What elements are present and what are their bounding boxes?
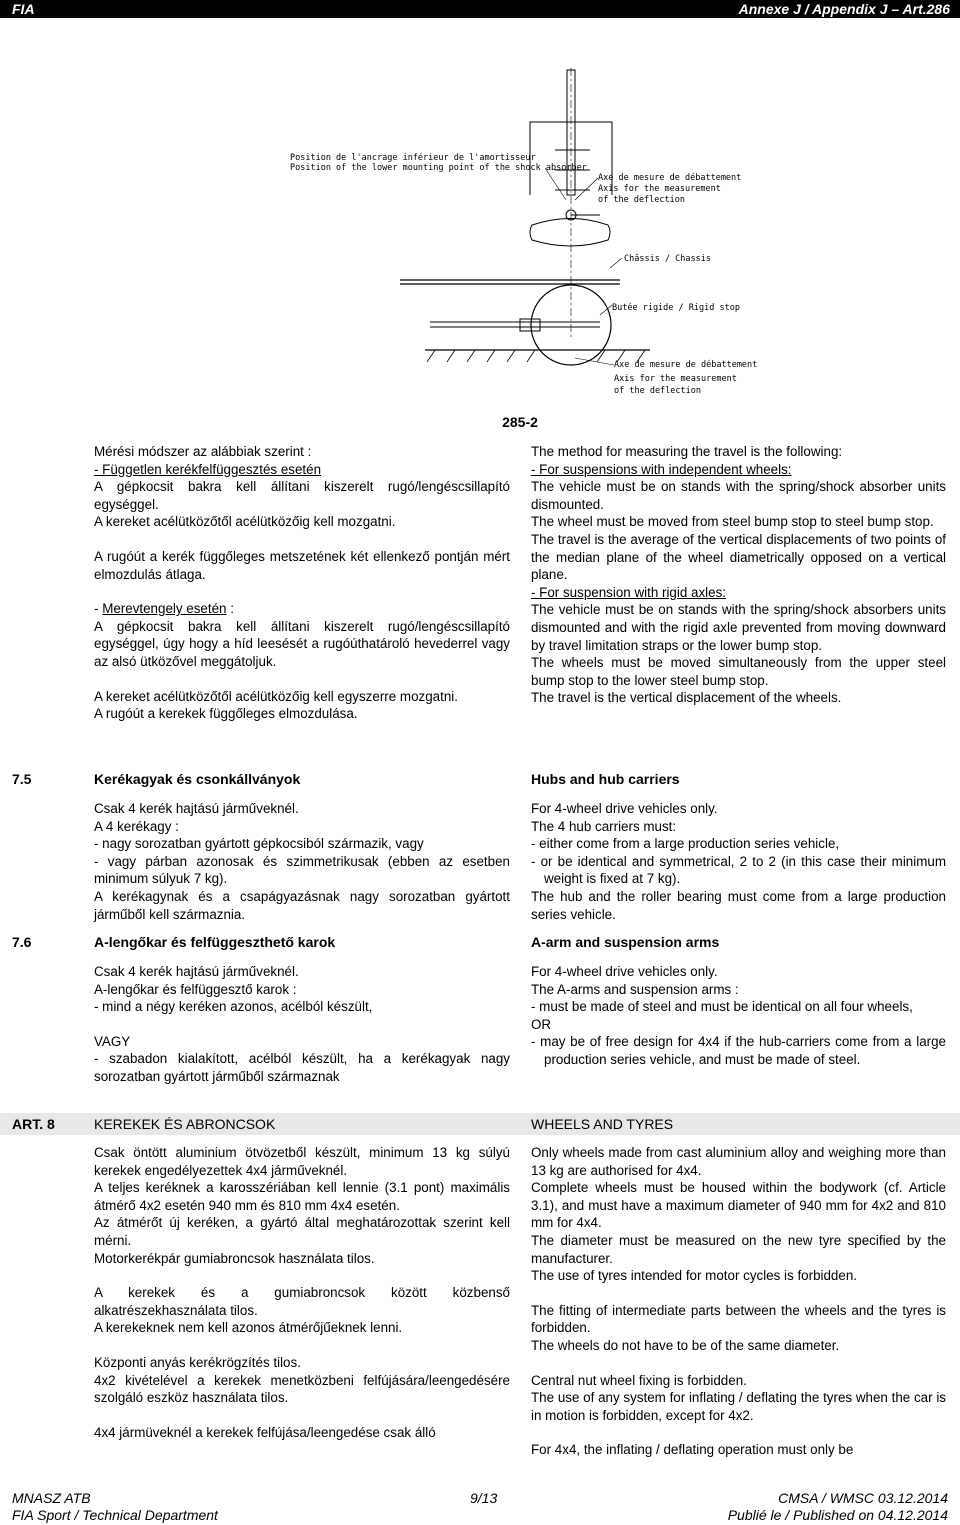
en-text: The travel is the average of the vertical displacements of two points of the median plane of the wheel diametrically opposed on a vertical plane. bbox=[531, 531, 946, 583]
en-text: The method for measuring the travel is the following: bbox=[531, 444, 843, 459]
hu-text: - mind a négy keréken azonos, acélból készült, bbox=[94, 999, 373, 1015]
en-text: - may be of free design for 4x4 if the hub-carriers come from a large production series vehicle, and must be made of steel. bbox=[531, 1034, 946, 1067]
en-text: - must be made of steel and must be identical on all four wheels, bbox=[531, 999, 913, 1015]
label-lower-mount-fr: Position de l'ancrage inférieur de l'amortisseur bbox=[290, 153, 536, 163]
suspension-travel-diagram bbox=[0, 40, 960, 410]
hu-text: A 4 kerékagy : bbox=[94, 818, 179, 834]
en-text: The use of tyres intended for motor cycles is forbidden. bbox=[531, 1268, 857, 1284]
hu-text: Központi anyás kerékrögzítés tilos. bbox=[94, 1354, 301, 1370]
en-text: The fitting of intermediate parts between the wheels and the tyres is forbidden. bbox=[531, 1302, 946, 1336]
hu-text: 4x2 kivételével a kerekek menetközbeni felfújására/leengedésére szolgáló eszköz használata tilos. bbox=[94, 1372, 510, 1406]
label-axis1-en1: Axis for the measurement bbox=[598, 184, 721, 194]
label-axis1-en2: of the deflection bbox=[598, 195, 685, 205]
label-chassis: Châssis / Chassis bbox=[624, 254, 711, 264]
en-text: The vehicle must be on stands with the spring/shock absorbers units dismounted and with the rigid axle prevented from moving downward by travel limitation straps or the lower bump stop. bbox=[531, 602, 946, 653]
hu-arms-block bbox=[94, 963, 510, 1086]
hu-text: A kerékagynak és a csapágyazásnak nagy sorozatban gyártott járműből kell származnia. bbox=[94, 888, 510, 922]
hu-text: Motorkerékpár gumiabroncsok használata tilos. bbox=[94, 1250, 375, 1266]
en-text: For 4-wheel drive vehicles only. bbox=[531, 964, 718, 979]
en-text: Central nut wheel fixing is forbidden. bbox=[531, 1372, 747, 1388]
section-title-en: A-arm and suspension arms bbox=[531, 934, 720, 950]
label-axis2-fr: Axe de mesure de débattement bbox=[614, 360, 758, 370]
hu-hubs-block bbox=[94, 800, 510, 923]
hu-measure-block bbox=[94, 443, 510, 723]
hu-text: A rugóút a kerék függőleges metszetének két ellenkező pontján mért elmozdulás átlaga. bbox=[94, 548, 510, 582]
en-measure-block bbox=[531, 443, 946, 707]
label-axis1-fr: Axe de mesure de débattement bbox=[598, 173, 742, 183]
article-title-en: WHEELS AND TYRES bbox=[531, 1116, 674, 1132]
hu-text: Csak öntött aluminium ötvözetből készült, minimum 13 kg súlyú kerekek engedélyezettek 4x4 járműveknél. bbox=[94, 1145, 510, 1178]
hu-text: - Független kerékfelfüggesztés esetén bbox=[94, 461, 322, 477]
hu-text: - vagy párban azonosak és szimmetrikusak (ebben az esetben minimum súlyuk 7 kg). bbox=[94, 853, 510, 887]
en-text: - either come from a large production series vehicle, bbox=[531, 836, 840, 852]
header-right: Annexe J / Appendix J – Art.286 bbox=[738, 1, 950, 17]
footer-right-1: CMSA / WMSC 03.12.2014 bbox=[778, 1490, 948, 1506]
en-wheels-block bbox=[531, 1144, 946, 1459]
en-text: The wheel must be moved from steel bump stop to steel bump stop. bbox=[531, 514, 934, 530]
hu-text: Mérési módszer az alábbiak szerint : bbox=[94, 444, 312, 459]
en-text: OR bbox=[531, 1016, 552, 1032]
label-axis2-en1: Axis for the measurement bbox=[614, 374, 737, 384]
article-number: ART. 8 bbox=[12, 1116, 55, 1132]
label-axis2-en2: of the deflection bbox=[614, 386, 701, 396]
hu-text: Az átmérőt új keréken, a gyártó által meghatározottak szerint kell mérni. bbox=[94, 1215, 510, 1248]
en-text: The A-arms and suspension arms : bbox=[531, 981, 739, 997]
label-rigid-stop: Butée rigide / Rigid stop bbox=[612, 303, 740, 313]
hu-text: A-lengőkar és felfüggesztő karok : bbox=[94, 981, 297, 997]
hu-text: A kereket acélütközőtől acélütközőig kell mozgatni. bbox=[94, 514, 396, 530]
hu-text: 4x4 jármüveknél a kerekek felfújása/leengedése csak álló bbox=[94, 1424, 436, 1440]
hu-text: A kereket acélütközőtől acélütközőig kell egyszerre mozgatni. bbox=[94, 688, 458, 704]
page-header bbox=[0, 0, 960, 18]
hu-text: A kerekeknek nem kell azonos átmérőjűeknek lenni. bbox=[94, 1320, 403, 1336]
hu-text: A gépkocsit bakra kell állítani kiszerelt rugó/lengéscsillapító egységgel, úgy hogy a híd leesését a rugóúthatároló hevederrel vagy az alsó ütközővel meggátoljuk. bbox=[94, 618, 510, 669]
en-text: For 4-wheel drive vehicles only. bbox=[531, 801, 718, 816]
hu-wheels-block bbox=[94, 1144, 510, 1441]
en-text: The 4 hub carriers must: bbox=[531, 818, 677, 834]
hu-text: A gépkocsit bakra kell állítani kiszerelt rugó/lengéscsillapító egységgel. bbox=[94, 479, 510, 512]
en-text: Only wheels made from cast aluminium alloy and weighing more than 13 kg are authorised for 4x4. bbox=[531, 1145, 946, 1178]
en-text: The wheels do not have to be of the same diameter. bbox=[531, 1337, 840, 1353]
section-title-en: Hubs and hub carriers bbox=[531, 771, 680, 787]
section-number: 7.5 bbox=[12, 771, 32, 787]
hu-text: A teljes keréknek a karosszériában kell lennie (3.1 pont) maximális átmérő 4x2 esetén 940 mm és 810 mm 4x4 esetén. bbox=[94, 1180, 510, 1213]
en-text: The diameter must be measured on the new tyre specified by the manufacturer. bbox=[531, 1232, 946, 1266]
en-text: For 4x4, the inflating / deflating operation must only be bbox=[531, 1442, 854, 1458]
figure-number: 285-2 bbox=[502, 414, 538, 430]
en-text: The wheels must be moved simultaneously from the upper steel bump stop to the lower steel bump stop. bbox=[531, 655, 946, 688]
hu-text: Csak 4 kerék hajtású járműveknél. bbox=[94, 801, 299, 816]
hu-text: - Merevtengely esetén : bbox=[94, 601, 234, 617]
en-hubs-block bbox=[531, 800, 946, 923]
en-text: The travel is the vertical displacement of the wheels. bbox=[531, 690, 842, 706]
article-title-hu: KEREKEK ÉS ABRONCSOK bbox=[94, 1116, 276, 1132]
en-text: - For suspensions with independent wheels: bbox=[531, 461, 792, 477]
hu-text: VAGY bbox=[94, 1033, 131, 1049]
hu-text: A rugóút a kerekek függőleges elmozdulása. bbox=[94, 706, 358, 722]
en-text: The use of any system for inflating / deflating the tyres when the car is in motion is forbidden, except for 4x2. bbox=[531, 1390, 946, 1423]
footer-left-1: MNASZ ATB bbox=[12, 1490, 91, 1506]
en-text: Complete wheels must be housed within the bodywork (cf. Article 3.1), and must have a maximum diameter of 940 mm for 4x2 and 810 mm for 4x4. bbox=[531, 1180, 946, 1231]
hu-text: A kerekek és a gumiabroncsok között közbenső alkatrészekhasználata tilos. bbox=[94, 1285, 510, 1318]
en-text: - For suspension with rigid axles: bbox=[531, 584, 726, 600]
en-text: - or be identical and symmetrical, 2 to 2 (in this case their minimum weight is fixed at 7 kg). bbox=[531, 853, 946, 887]
footer-page-number: 9/13 bbox=[470, 1490, 498, 1506]
en-text: The vehicle must be on stands with the spring/shock absorber units dismounted. bbox=[531, 479, 946, 512]
section-title-hu: A-lengőkar és felfüggeszthető karok bbox=[94, 934, 336, 950]
section-title-hu: Kerékagyak és csonkállványok bbox=[94, 771, 301, 787]
footer-left-2: FIA Sport / Technical Department bbox=[12, 1507, 218, 1523]
footer-right-2: Publié le / Published on 04.12.2014 bbox=[727, 1507, 948, 1523]
hu-text: - szabadon kialakított, acélból készült, ha a kerékagyak nagy sorozatban gyártott járműből származnak bbox=[94, 1051, 510, 1084]
header-left: FIA bbox=[12, 1, 35, 17]
hu-text: - nagy sorozatban gyártott gépkocsiból származik, vagy bbox=[94, 836, 424, 852]
section-number: 7.6 bbox=[12, 934, 32, 950]
hu-text: Csak 4 kerék hajtású járműveknél. bbox=[94, 964, 299, 979]
en-text: The hub and the roller bearing must come from a large production series vehicle. bbox=[531, 888, 946, 922]
en-arms-block bbox=[531, 963, 946, 1069]
label-lower-mount-en: Position of the lower mounting point of the shock absorber bbox=[290, 163, 587, 173]
